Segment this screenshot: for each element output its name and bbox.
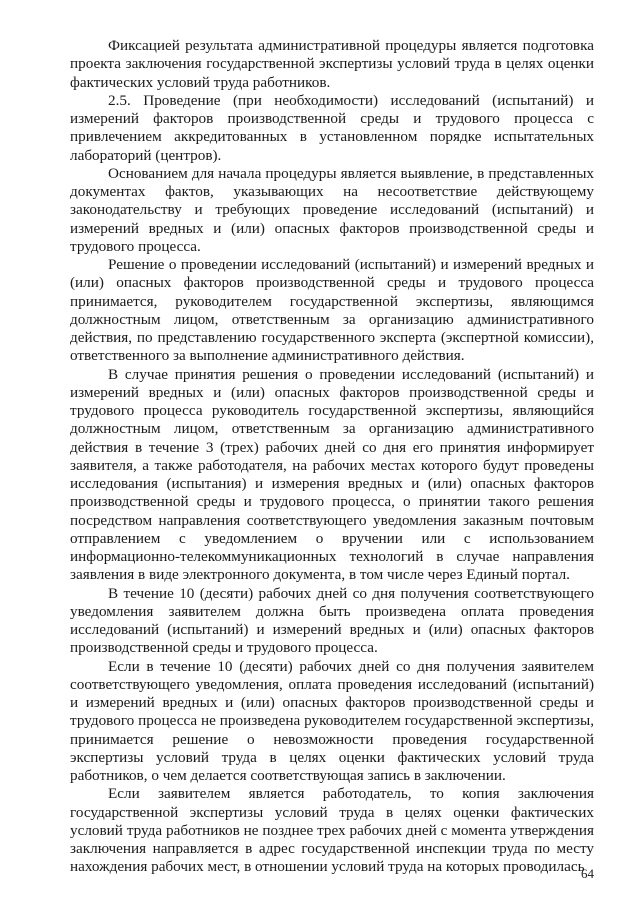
paragraph-result-fixation: Фиксацией результата административной процедуры является подготовка проекта заключения государственной экспертизы условий труда в целях оценки фактических условий труда работников. — [70, 37, 594, 91]
paragraph-nonpayment: Если в течение 10 (десяти) рабочих дней со дня получения заявителем соответствующего уведомления, оплата проведения исследований (испытаний) и измерений вредных и (или) опасных факторов производственной среды и трудового процесса не произведена руководителем государственной экспертизы, принимается решение о невозможности проведения государственной экспертизы условий труда в целях оценки фактических условий труда работников, о чем делается соответствующая запись в заключении. — [70, 657, 594, 784]
page-number: 64 — [581, 866, 594, 881]
paragraph-procedure-basis: Основанием для начала процедуры является выявление, в представленных документах фактов, указывающих на несоответствие действующему законодательству и требующих проведение исследований (испытаний) и измерений вредных и (или) опасных факторов производственной среды и трудового процесса. — [70, 164, 594, 255]
paragraph-payment-deadline: В течение 10 (десяти) рабочих дней со дня получения соответствующего уведомления заявителем должна быть произведена оплата проведения исследований (испытаний) и измерений вредных и (или) опасных факторов производственной среды и трудового процесса. — [70, 584, 594, 657]
paragraph-section-2-5-heading: 2.5. Проведение (при необходимости) исследований (испытаний) и измерений факторов производственной среды и трудового процесса с привлечением аккредитованных в установленном порядке испытательных лабораторий (центров). — [70, 91, 594, 164]
paragraph-employer-copy: Если заявителем является работодатель, то копия заключения государственной экспертизы условий труда в целях оценки фактических условий труда работников не позднее трех рабочих дней с момента утверждения заключения направляется в адрес государственной инспекции труда по месту нахождения рабочих мест, в отношении условий труда на которых проводилась — [70, 785, 594, 876]
document-body — [70, 37, 594, 877]
paragraph-decision: Решение о проведении исследований (испытаний) и измерений вредных и (или) опасных факторов производственной среды и трудового процесса принимается, руководителем государственной экспертизы, являющимся должностным лицом, ответственным за организацию административного действия, по представлению государственного эксперта (экспертной комиссии), ответственного за выполнение административного действия. — [70, 256, 594, 365]
paragraph-notification: В случае принятия решения о проведении исследований (испытаний) и измерений вредных и (или) опасных факторов производственной среды и трудового процесса руководитель государственной экспертизы, являющийся должностным лицом, ответственным за организацию административного действия в течение 3 (трех) рабочих дней со дня его принятия информирует заявителя, а также работодателя, на рабочих местах которого будут проведены исследования (испытания) и измерения вредных и (или) опасных факторов производственной среды и трудового процесса, о принятии такого решения посредством направления соответствующего уведомления заказным почтовым отправлением с уведомлением о вручении или с использованием информационно-телекоммуникационных технологий в случае направления заявления в виде электронного документа, в том числе через Единый портал. — [70, 365, 594, 584]
